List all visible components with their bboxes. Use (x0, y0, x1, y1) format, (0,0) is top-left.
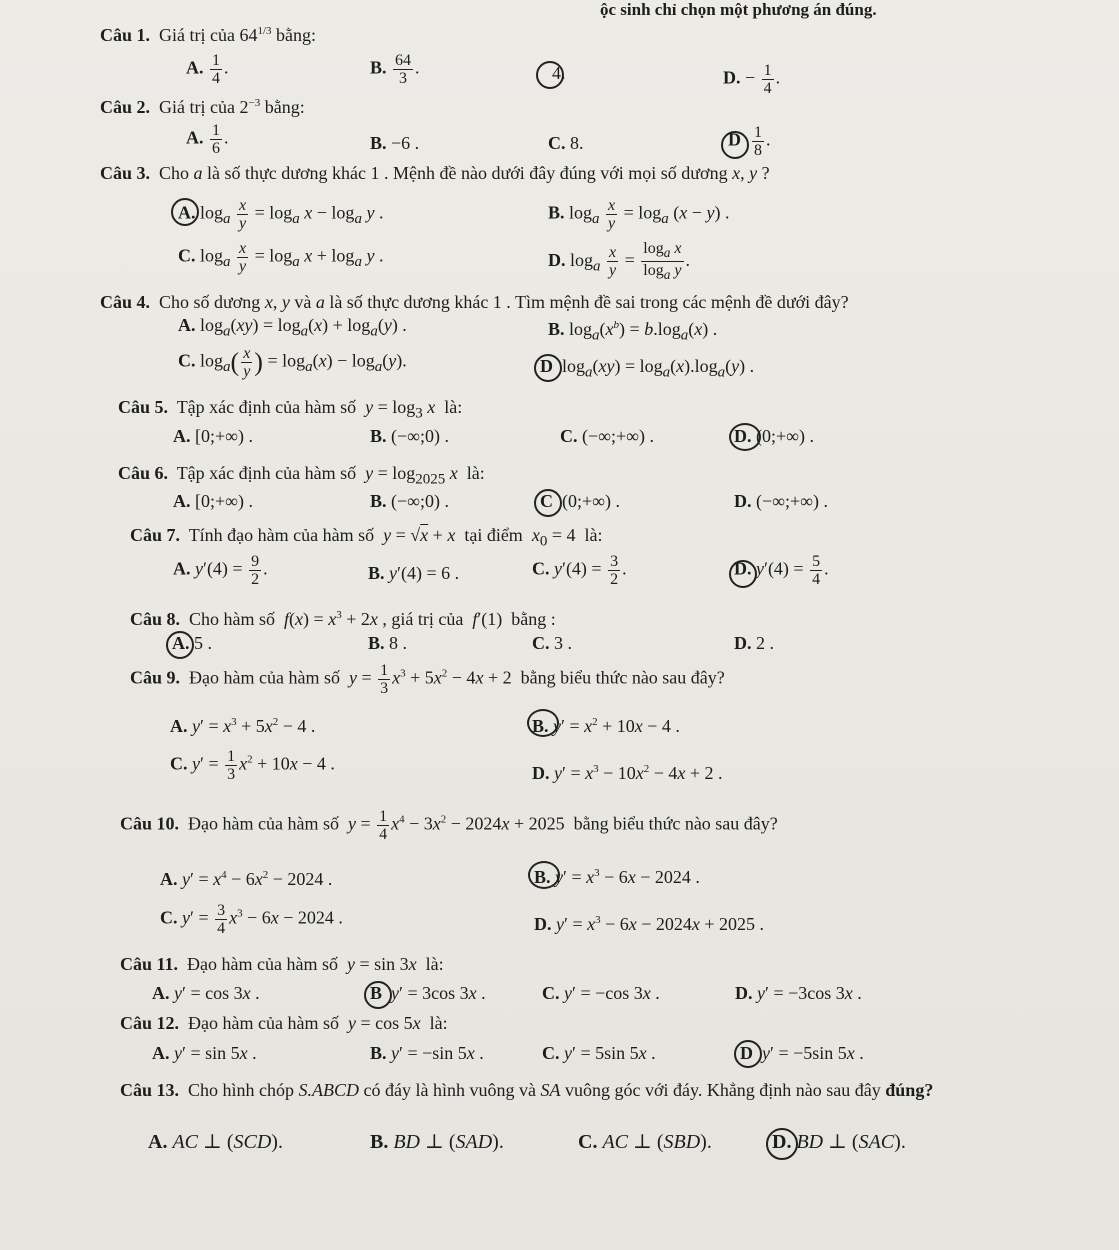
q12-option-d[interactable]: D y′ = −5sin 5x . (740, 1043, 864, 1063)
q3-option-b[interactable]: B. $\log_a$ $\frac{x}{y}$ = $\log_a (x - y)$ . (548, 197, 730, 232)
q4-option-a[interactable]: A. $\log_a(xy) = \log_a(x) + \log_a(y)$ . (178, 315, 407, 340)
q3-option-a[interactable]: A. $\log_a$ $\frac{x}{y}$ = $\log_a x - \log_a y$ . (178, 197, 384, 232)
q12-option-b[interactable]: B. y′ = −sin 5x . (370, 1043, 484, 1063)
q8-option-c[interactable]: C. 3 . (532, 633, 572, 653)
q1-option-c[interactable]: 4. (552, 63, 566, 83)
question-8: Câu 8. Cho hàm số $f(x) = x^3 + 2x$ , giá trị của f′(1) bằng : (130, 609, 556, 629)
q4-option-c[interactable]: C. $\log_a$( $\frac{x}{y}$ ) = $\log_a(x) - \log_a(y)$. (178, 345, 407, 380)
q10-option-c[interactable]: C. y′ = $\frac{3}{4}$ $x^3 - 6x - 2024$ . (160, 902, 343, 937)
question-11: Câu 11. Đạo hàm của hàm số y = sin 3x là: (120, 954, 444, 974)
q11-option-b[interactable]: B y′ = 3cos 3x . (370, 983, 486, 1003)
q2-option-d[interactable]: D $\frac{1}{8}$ . (728, 124, 771, 159)
q12-option-a[interactable]: A. y′ = sin 5x . (152, 1043, 257, 1063)
q8-option-b[interactable]: B. 8 . (368, 633, 408, 653)
q1-option-d[interactable]: D. − $\frac{1}{4}$ . (723, 62, 781, 97)
q4-option-b[interactable]: B. $\log_a(x^b) = b.\log_a(x)$ . (548, 319, 718, 344)
question-7: Câu 7. Tính đạo hàm của hàm số y = √x + x tại điểm $x_0 = 4$ là: (130, 525, 603, 550)
q10-option-d[interactable]: D. $y' = x^3 - 6x - 2024x + 2025$ . (534, 914, 765, 934)
q3-option-c[interactable]: C. $\log_a$ $\frac{x}{y}$ = $\log_a x + \log_a y$ . (178, 240, 384, 275)
q7-option-d[interactable]: D. y′(4) = $\frac{5}{4}$ . (734, 553, 829, 588)
question-13: Câu 13. Cho hình chóp S.ABCD có đáy là hình vuông và SA vuông góc với đáy. Khẳng định nào sau đây đúng? (120, 1080, 934, 1100)
question-4: Câu 4. Cho số dương x, y và a là số thực dương khác 1 . Tìm mệnh đề sai trong các mệnh đề dưới đây? (100, 292, 849, 312)
q2-option-b[interactable]: B. −6 . (370, 133, 420, 153)
q5-option-a[interactable]: A. [0;+∞) . (173, 426, 253, 446)
q5-option-b[interactable]: B. (−∞;0) . (370, 426, 449, 446)
q2-option-c[interactable]: C. 8. (548, 133, 584, 153)
question-9: Câu 9. Đạo hàm của hàm số y = $\frac{1}{3}$ $x^3 + 5x^2 - 4x + 2$ bằng biểu thức nào sau đây? (130, 662, 725, 697)
q8-option-a[interactable]: A. 5 . (172, 633, 212, 653)
q1-option-a[interactable]: A. $\frac{1}{4}$ . (186, 52, 229, 87)
question-2: Câu 2. Giá trị của $2^{-3}$ bằng: (100, 97, 305, 117)
q13-option-b[interactable]: B. BD ⊥ (SAD). (370, 1131, 504, 1153)
q6-option-d[interactable]: D. (−∞;+∞) . (734, 491, 828, 511)
q13-option-d[interactable]: D. BD ⊥ (SAC). (772, 1131, 906, 1153)
question-10: Câu 10. Đạo hàm của hàm số y = $\frac{1}{4}$ $x^4 - 3x^2 - 2024x + 2025$ bằng biểu thức nào sau đây? (120, 808, 778, 843)
q3-option-d[interactable]: D. $\log_a$ $\frac{x}{y}$ = $\frac{\log_a x}{\log_a y}$ . (548, 240, 691, 283)
q1-option-b[interactable]: B. $\frac{64}{3}$ . (370, 52, 420, 87)
question-1: Câu 1. Giá trị của $64^{1/3}$ bằng: (100, 25, 317, 45)
q5-option-d[interactable]: D. (0;+∞) . (734, 426, 814, 446)
question-3: Câu 3. Cho a là số thực dương khác 1 . Mệnh đề nào dưới đây đúng với mọi số dương x, y ? (100, 163, 770, 183)
q7-option-c[interactable]: C. y′(4) = $\frac{3}{2}$ . (532, 553, 627, 588)
q6-option-b[interactable]: B. (−∞;0) . (370, 491, 449, 511)
q12-option-c[interactable]: C. y′ = 5sin 5x . (542, 1043, 656, 1063)
q13-option-c[interactable]: C. AC ⊥ (SBD). (578, 1131, 712, 1153)
q13-option-a[interactable]: A. AC ⊥ (SCD). (148, 1131, 283, 1153)
q5-option-c[interactable]: C. (−∞;+∞) . (560, 426, 654, 446)
question-12: Câu 12. Đạo hàm của hàm số y = cos 5x là: (120, 1013, 448, 1033)
q9-option-c[interactable]: C. y′ = $\frac{1}{3}$ $x^2 + 10x - 4$ . (170, 748, 335, 783)
q11-option-d[interactable]: D. y′ = −3cos 3x . (735, 983, 862, 1003)
q9-option-a[interactable]: A. $y' = x^3 + 5x^2 - 4$ . (170, 716, 316, 736)
q9-option-d[interactable]: D. $y' = x^3 - 10x^2 - 4x + 2$ . (532, 763, 723, 783)
q8-option-d[interactable]: D. 2 . (734, 633, 774, 653)
q11-option-c[interactable]: C. y′ = −cos 3x . (542, 983, 660, 1003)
q6-option-c[interactable]: C (0;+∞) . (540, 491, 620, 511)
question-6: Câu 6. Tập xác định của hàm số $y = \log_{2025} x$ là: (118, 463, 485, 488)
header-instruction: ộc sinh chỉ chọn một phương án đúng. (600, 0, 877, 19)
q10-option-b[interactable]: B. $y' = x^3 - 6x - 2024$ . (534, 867, 700, 887)
question-5: Câu 5. Tập xác định của hàm số $y = \log_3 x$ là: (118, 397, 463, 422)
q11-option-a[interactable]: A. y′ = cos 3x . (152, 983, 260, 1003)
q7-option-b[interactable]: B. y′(4) = 6 . (368, 563, 460, 583)
q2-option-a[interactable]: A. $\frac{1}{6}$ . (186, 122, 229, 157)
q10-option-a[interactable]: A. $y' = x^4 - 6x^2 - 2024$ . (160, 869, 333, 889)
q7-option-a[interactable]: A. y′(4) = $\frac{9}{2}$ . (173, 553, 268, 588)
q9-option-b[interactable]: B. $y' = x^2 + 10x - 4$ . (532, 716, 680, 736)
q6-option-a[interactable]: A. [0;+∞) . (173, 491, 253, 511)
q4-option-d[interactable]: D $\log_a(xy) = \log_a(x).\log_a(y)$ . (540, 356, 755, 381)
